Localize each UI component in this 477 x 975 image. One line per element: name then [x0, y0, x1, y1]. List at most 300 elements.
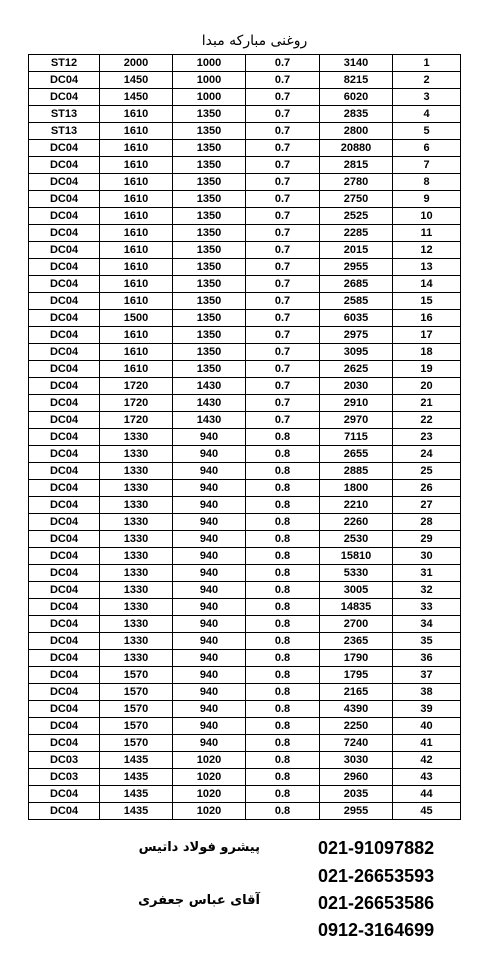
row-number-cell: 28	[393, 514, 461, 531]
thickness-cell: 0.7	[246, 106, 320, 123]
table-row	[29, 378, 461, 395]
length-cell: 1330	[100, 446, 173, 463]
grade-cell: DC04	[29, 514, 100, 531]
weight-cell: 2365	[320, 633, 393, 650]
length-cell: 1330	[100, 463, 173, 480]
grade-cell: DC03	[29, 769, 100, 786]
contact-person: آقای عباس جعفری	[138, 893, 260, 908]
width-cell: 1350	[173, 208, 246, 225]
grade-cell: DC04	[29, 701, 100, 718]
weight-cell: 6020	[320, 89, 393, 106]
width-cell: 940	[173, 463, 246, 480]
title-text: روغنی مبارکه مبدا	[201, 33, 308, 49]
table-row	[29, 463, 461, 480]
width-cell: 1350	[173, 191, 246, 208]
weight-cell: 14835	[320, 599, 393, 616]
row-number-cell: 22	[393, 412, 461, 429]
width-cell: 1020	[173, 786, 246, 803]
grade-cell: DC03	[29, 752, 100, 769]
width-cell: 1020	[173, 803, 246, 820]
width-cell: 1350	[173, 327, 246, 344]
row-number-cell: 34	[393, 616, 461, 633]
thickness-cell: 0.7	[246, 259, 320, 276]
row-number-cell: 26	[393, 480, 461, 497]
width-cell: 1430	[173, 378, 246, 395]
weight-cell: 2910	[320, 395, 393, 412]
grade-cell: DC04	[29, 191, 100, 208]
thickness-cell: 0.8	[246, 548, 320, 565]
table-row	[29, 225, 461, 242]
weight-cell: 2030	[320, 378, 393, 395]
length-cell: 1610	[100, 191, 173, 208]
grade-cell: DC04	[29, 72, 100, 89]
row-number-cell: 1	[393, 55, 461, 72]
length-cell: 1610	[100, 140, 173, 157]
row-number-cell: 30	[393, 548, 461, 565]
length-cell: 1435	[100, 803, 173, 820]
grade-cell: DC04	[29, 480, 100, 497]
weight-cell: 2165	[320, 684, 393, 701]
grade-cell: ST13	[29, 123, 100, 140]
thickness-cell: 0.8	[246, 531, 320, 548]
weight-cell: 7115	[320, 429, 393, 446]
table-row	[29, 514, 461, 531]
weight-cell: 3140	[320, 55, 393, 72]
length-cell: 1435	[100, 752, 173, 769]
row-number-cell: 31	[393, 565, 461, 582]
weight-cell: 2260	[320, 514, 393, 531]
row-number-cell: 38	[393, 684, 461, 701]
grade-cell: DC04	[29, 684, 100, 701]
grade-cell: DC04	[29, 548, 100, 565]
thickness-cell: 0.8	[246, 769, 320, 786]
row-number-cell: 32	[393, 582, 461, 599]
length-cell: 1610	[100, 242, 173, 259]
grade-cell: DC04	[29, 395, 100, 412]
width-cell: 940	[173, 582, 246, 599]
length-cell: 1570	[100, 667, 173, 684]
weight-cell: 2685	[320, 276, 393, 293]
grade-cell: DC04	[29, 225, 100, 242]
row-number-cell: 18	[393, 344, 461, 361]
thickness-cell: 0.8	[246, 650, 320, 667]
length-cell: 1330	[100, 480, 173, 497]
thickness-cell: 0.8	[246, 667, 320, 684]
width-cell: 1350	[173, 361, 246, 378]
grade-cell: DC04	[29, 616, 100, 633]
thickness-cell: 0.7	[246, 378, 320, 395]
table-row	[29, 242, 461, 259]
length-cell: 1720	[100, 378, 173, 395]
width-cell: 940	[173, 446, 246, 463]
width-cell: 940	[173, 650, 246, 667]
weight-cell: 15810	[320, 548, 393, 565]
grade-cell: DC04	[29, 412, 100, 429]
row-number-cell: 33	[393, 599, 461, 616]
thickness-cell: 0.8	[246, 599, 320, 616]
length-cell: 1610	[100, 225, 173, 242]
weight-cell: 2975	[320, 327, 393, 344]
width-cell: 1350	[173, 310, 246, 327]
width-cell: 1430	[173, 395, 246, 412]
row-number-cell: 20	[393, 378, 461, 395]
thickness-cell: 0.7	[246, 242, 320, 259]
width-cell: 1350	[173, 344, 246, 361]
grade-cell: DC04	[29, 344, 100, 361]
grade-cell: DC04	[29, 786, 100, 803]
thickness-cell: 0.8	[246, 616, 320, 633]
weight-cell: 2655	[320, 446, 393, 463]
row-number-cell: 44	[393, 786, 461, 803]
weight-cell: 4390	[320, 701, 393, 718]
row-number-cell: 11	[393, 225, 461, 242]
row-number-cell: 16	[393, 310, 461, 327]
grade-cell: ST12	[29, 55, 100, 72]
width-cell: 940	[173, 718, 246, 735]
thickness-cell: 0.8	[246, 582, 320, 599]
width-cell: 1350	[173, 225, 246, 242]
length-cell: 1435	[100, 769, 173, 786]
width-cell: 1350	[173, 106, 246, 123]
grade-cell: DC04	[29, 650, 100, 667]
weight-cell: 1800	[320, 480, 393, 497]
weight-cell: 2210	[320, 497, 393, 514]
length-cell: 1720	[100, 412, 173, 429]
weight-cell: 1790	[320, 650, 393, 667]
weight-cell: 2525	[320, 208, 393, 225]
width-cell: 940	[173, 701, 246, 718]
page-title	[0, 31, 477, 51]
length-cell: 1450	[100, 72, 173, 89]
phone-number: 021-26653586	[318, 893, 435, 913]
table-row	[29, 582, 461, 599]
row-number-cell: 12	[393, 242, 461, 259]
weight-cell: 2750	[320, 191, 393, 208]
weight-cell: 2035	[320, 786, 393, 803]
width-cell: 940	[173, 429, 246, 446]
length-cell: 2000	[100, 55, 173, 72]
row-number-cell: 10	[393, 208, 461, 225]
grade-cell: DC04	[29, 242, 100, 259]
thickness-cell: 0.8	[246, 684, 320, 701]
weight-cell: 7240	[320, 735, 393, 752]
table-row	[29, 89, 461, 106]
row-number-cell: 39	[393, 701, 461, 718]
table-row	[29, 55, 461, 72]
thickness-cell: 0.8	[246, 429, 320, 446]
thickness-cell: 0.7	[246, 225, 320, 242]
width-cell: 1350	[173, 157, 246, 174]
width-cell: 940	[173, 480, 246, 497]
grade-cell: DC04	[29, 259, 100, 276]
weight-cell: 2015	[320, 242, 393, 259]
row-number-cell: 43	[393, 769, 461, 786]
table-row	[29, 684, 461, 701]
row-number-cell: 8	[393, 174, 461, 191]
thickness-cell: 0.7	[246, 327, 320, 344]
table-row	[29, 157, 461, 174]
length-cell: 1570	[100, 684, 173, 701]
thickness-cell: 0.7	[246, 310, 320, 327]
width-cell: 1020	[173, 769, 246, 786]
table-row	[29, 701, 461, 718]
thickness-cell: 0.8	[246, 803, 320, 820]
width-cell: 940	[173, 548, 246, 565]
length-cell: 1610	[100, 293, 173, 310]
row-number-cell: 9	[393, 191, 461, 208]
width-cell: 1000	[173, 55, 246, 72]
thickness-cell: 0.8	[246, 446, 320, 463]
grade-cell: DC04	[29, 803, 100, 820]
row-number-cell: 40	[393, 718, 461, 735]
table-row	[29, 412, 461, 429]
thickness-cell: 0.8	[246, 786, 320, 803]
grade-cell: DC04	[29, 446, 100, 463]
table-row	[29, 293, 461, 310]
row-number-cell: 6	[393, 140, 461, 157]
width-cell: 940	[173, 565, 246, 582]
weight-cell: 2970	[320, 412, 393, 429]
width-cell: 1000	[173, 72, 246, 89]
grade-cell: DC04	[29, 157, 100, 174]
phone-number: 021-91097882	[318, 838, 435, 858]
weight-cell: 2955	[320, 803, 393, 820]
thickness-cell: 0.8	[246, 514, 320, 531]
table-row	[29, 548, 461, 565]
grade-cell: DC04	[29, 276, 100, 293]
length-cell: 1330	[100, 599, 173, 616]
width-cell: 940	[173, 497, 246, 514]
table-row	[29, 174, 461, 191]
table-row	[29, 650, 461, 667]
weight-cell: 2780	[320, 174, 393, 191]
row-number-cell: 29	[393, 531, 461, 548]
thickness-cell: 0.8	[246, 735, 320, 752]
weight-cell: 2885	[320, 463, 393, 480]
row-number-cell: 23	[393, 429, 461, 446]
width-cell: 1000	[173, 89, 246, 106]
length-cell: 1500	[100, 310, 173, 327]
table-row	[29, 208, 461, 225]
row-number-cell: 17	[393, 327, 461, 344]
width-cell: 1350	[173, 276, 246, 293]
table-row	[29, 803, 461, 820]
grade-cell: DC04	[29, 174, 100, 191]
length-cell: 1330	[100, 565, 173, 582]
grade-cell: DC04	[29, 497, 100, 514]
thickness-cell: 0.8	[246, 463, 320, 480]
table-row	[29, 735, 461, 752]
length-cell: 1330	[100, 429, 173, 446]
thickness-cell: 0.7	[246, 55, 320, 72]
row-number-cell: 19	[393, 361, 461, 378]
length-cell: 1450	[100, 89, 173, 106]
length-cell: 1570	[100, 735, 173, 752]
grade-cell: DC04	[29, 667, 100, 684]
thickness-cell: 0.8	[246, 701, 320, 718]
weight-cell: 2585	[320, 293, 393, 310]
grade-cell: DC04	[29, 378, 100, 395]
table-row	[29, 191, 461, 208]
width-cell: 940	[173, 616, 246, 633]
grade-cell: DC04	[29, 463, 100, 480]
table-row	[29, 310, 461, 327]
weight-cell: 2835	[320, 106, 393, 123]
grade-cell: DC04	[29, 293, 100, 310]
row-number-cell: 14	[393, 276, 461, 293]
length-cell: 1330	[100, 650, 173, 667]
weight-cell: 2250	[320, 718, 393, 735]
weight-cell: 2955	[320, 259, 393, 276]
table-row	[29, 565, 461, 582]
row-number-cell: 42	[393, 752, 461, 769]
grade-cell: DC04	[29, 89, 100, 106]
row-number-cell: 36	[393, 650, 461, 667]
row-number-cell: 45	[393, 803, 461, 820]
length-cell: 1610	[100, 106, 173, 123]
table-body	[29, 55, 461, 820]
width-cell: 1350	[173, 174, 246, 191]
thickness-cell: 0.7	[246, 89, 320, 106]
weight-cell: 2960	[320, 769, 393, 786]
length-cell: 1610	[100, 361, 173, 378]
grade-cell: DC04	[29, 599, 100, 616]
width-cell: 1350	[173, 123, 246, 140]
length-cell: 1330	[100, 616, 173, 633]
thickness-cell: 0.7	[246, 395, 320, 412]
phone-number: 021-26653593	[318, 866, 435, 886]
grade-cell: DC04	[29, 327, 100, 344]
width-cell: 1350	[173, 293, 246, 310]
table-row	[29, 276, 461, 293]
thickness-cell: 0.8	[246, 480, 320, 497]
weight-cell: 20880	[320, 140, 393, 157]
thickness-cell: 0.7	[246, 157, 320, 174]
length-cell: 1330	[100, 582, 173, 599]
weight-cell: 2815	[320, 157, 393, 174]
grade-cell: DC04	[29, 735, 100, 752]
grade-cell: DC04	[29, 361, 100, 378]
table-row	[29, 599, 461, 616]
thickness-cell: 0.8	[246, 497, 320, 514]
length-cell: 1610	[100, 208, 173, 225]
length-cell: 1610	[100, 327, 173, 344]
phone-number: 0912-3164699	[318, 920, 435, 940]
length-cell: 1330	[100, 497, 173, 514]
weight-cell: 1795	[320, 667, 393, 684]
thickness-cell: 0.8	[246, 752, 320, 769]
table-row	[29, 446, 461, 463]
thickness-cell: 0.8	[246, 718, 320, 735]
thickness-cell: 0.7	[246, 174, 320, 191]
thickness-cell: 0.7	[246, 293, 320, 310]
length-cell: 1610	[100, 276, 173, 293]
width-cell: 1350	[173, 140, 246, 157]
length-cell: 1610	[100, 344, 173, 361]
grade-cell: DC04	[29, 582, 100, 599]
table-row	[29, 769, 461, 786]
length-cell: 1330	[100, 514, 173, 531]
width-cell: 940	[173, 633, 246, 650]
table-row	[29, 140, 461, 157]
row-number-cell: 7	[393, 157, 461, 174]
table-row	[29, 429, 461, 446]
length-cell: 1435	[100, 786, 173, 803]
weight-cell: 3005	[320, 582, 393, 599]
length-cell: 1330	[100, 633, 173, 650]
weight-cell: 2800	[320, 123, 393, 140]
thickness-cell: 0.7	[246, 208, 320, 225]
width-cell: 1350	[173, 259, 246, 276]
row-number-cell: 5	[393, 123, 461, 140]
row-number-cell: 25	[393, 463, 461, 480]
table-row	[29, 123, 461, 140]
table-row	[29, 497, 461, 514]
row-number-cell: 41	[393, 735, 461, 752]
weight-cell: 3095	[320, 344, 393, 361]
weight-cell: 8215	[320, 72, 393, 89]
table-row	[29, 633, 461, 650]
row-number-cell: 37	[393, 667, 461, 684]
table-row	[29, 718, 461, 735]
thickness-cell: 0.7	[246, 191, 320, 208]
table-row	[29, 344, 461, 361]
row-number-cell: 35	[393, 633, 461, 650]
weight-cell: 2530	[320, 531, 393, 548]
grade-cell: DC04	[29, 429, 100, 446]
thickness-cell: 0.7	[246, 276, 320, 293]
width-cell: 940	[173, 684, 246, 701]
thickness-cell: 0.8	[246, 633, 320, 650]
table-row	[29, 361, 461, 378]
width-cell: 940	[173, 531, 246, 548]
thickness-cell: 0.7	[246, 72, 320, 89]
length-cell: 1610	[100, 123, 173, 140]
table-row	[29, 72, 461, 89]
length-cell: 1330	[100, 531, 173, 548]
length-cell: 1610	[100, 174, 173, 191]
row-number-cell: 13	[393, 259, 461, 276]
table-row	[29, 752, 461, 769]
length-cell: 1720	[100, 395, 173, 412]
grade-cell: DC04	[29, 718, 100, 735]
thickness-cell: 0.7	[246, 123, 320, 140]
width-cell: 1350	[173, 242, 246, 259]
row-number-cell: 27	[393, 497, 461, 514]
table-row	[29, 667, 461, 684]
width-cell: 940	[173, 667, 246, 684]
company-name: پیشرو فولاد داتیس	[138, 840, 260, 855]
row-number-cell: 24	[393, 446, 461, 463]
row-number-cell: 15	[393, 293, 461, 310]
table-row	[29, 616, 461, 633]
weight-cell: 2625	[320, 361, 393, 378]
grade-cell: DC04	[29, 565, 100, 582]
width-cell: 1020	[173, 752, 246, 769]
grade-cell: DC04	[29, 310, 100, 327]
table-row	[29, 480, 461, 497]
weight-cell: 5330	[320, 565, 393, 582]
table-row	[29, 327, 461, 344]
row-number-cell: 3	[393, 89, 461, 106]
thickness-cell: 0.7	[246, 361, 320, 378]
thickness-cell: 0.8	[246, 565, 320, 582]
table-row	[29, 531, 461, 548]
length-cell: 1330	[100, 548, 173, 565]
width-cell: 1430	[173, 412, 246, 429]
thickness-cell: 0.7	[246, 412, 320, 429]
row-number-cell: 4	[393, 106, 461, 123]
